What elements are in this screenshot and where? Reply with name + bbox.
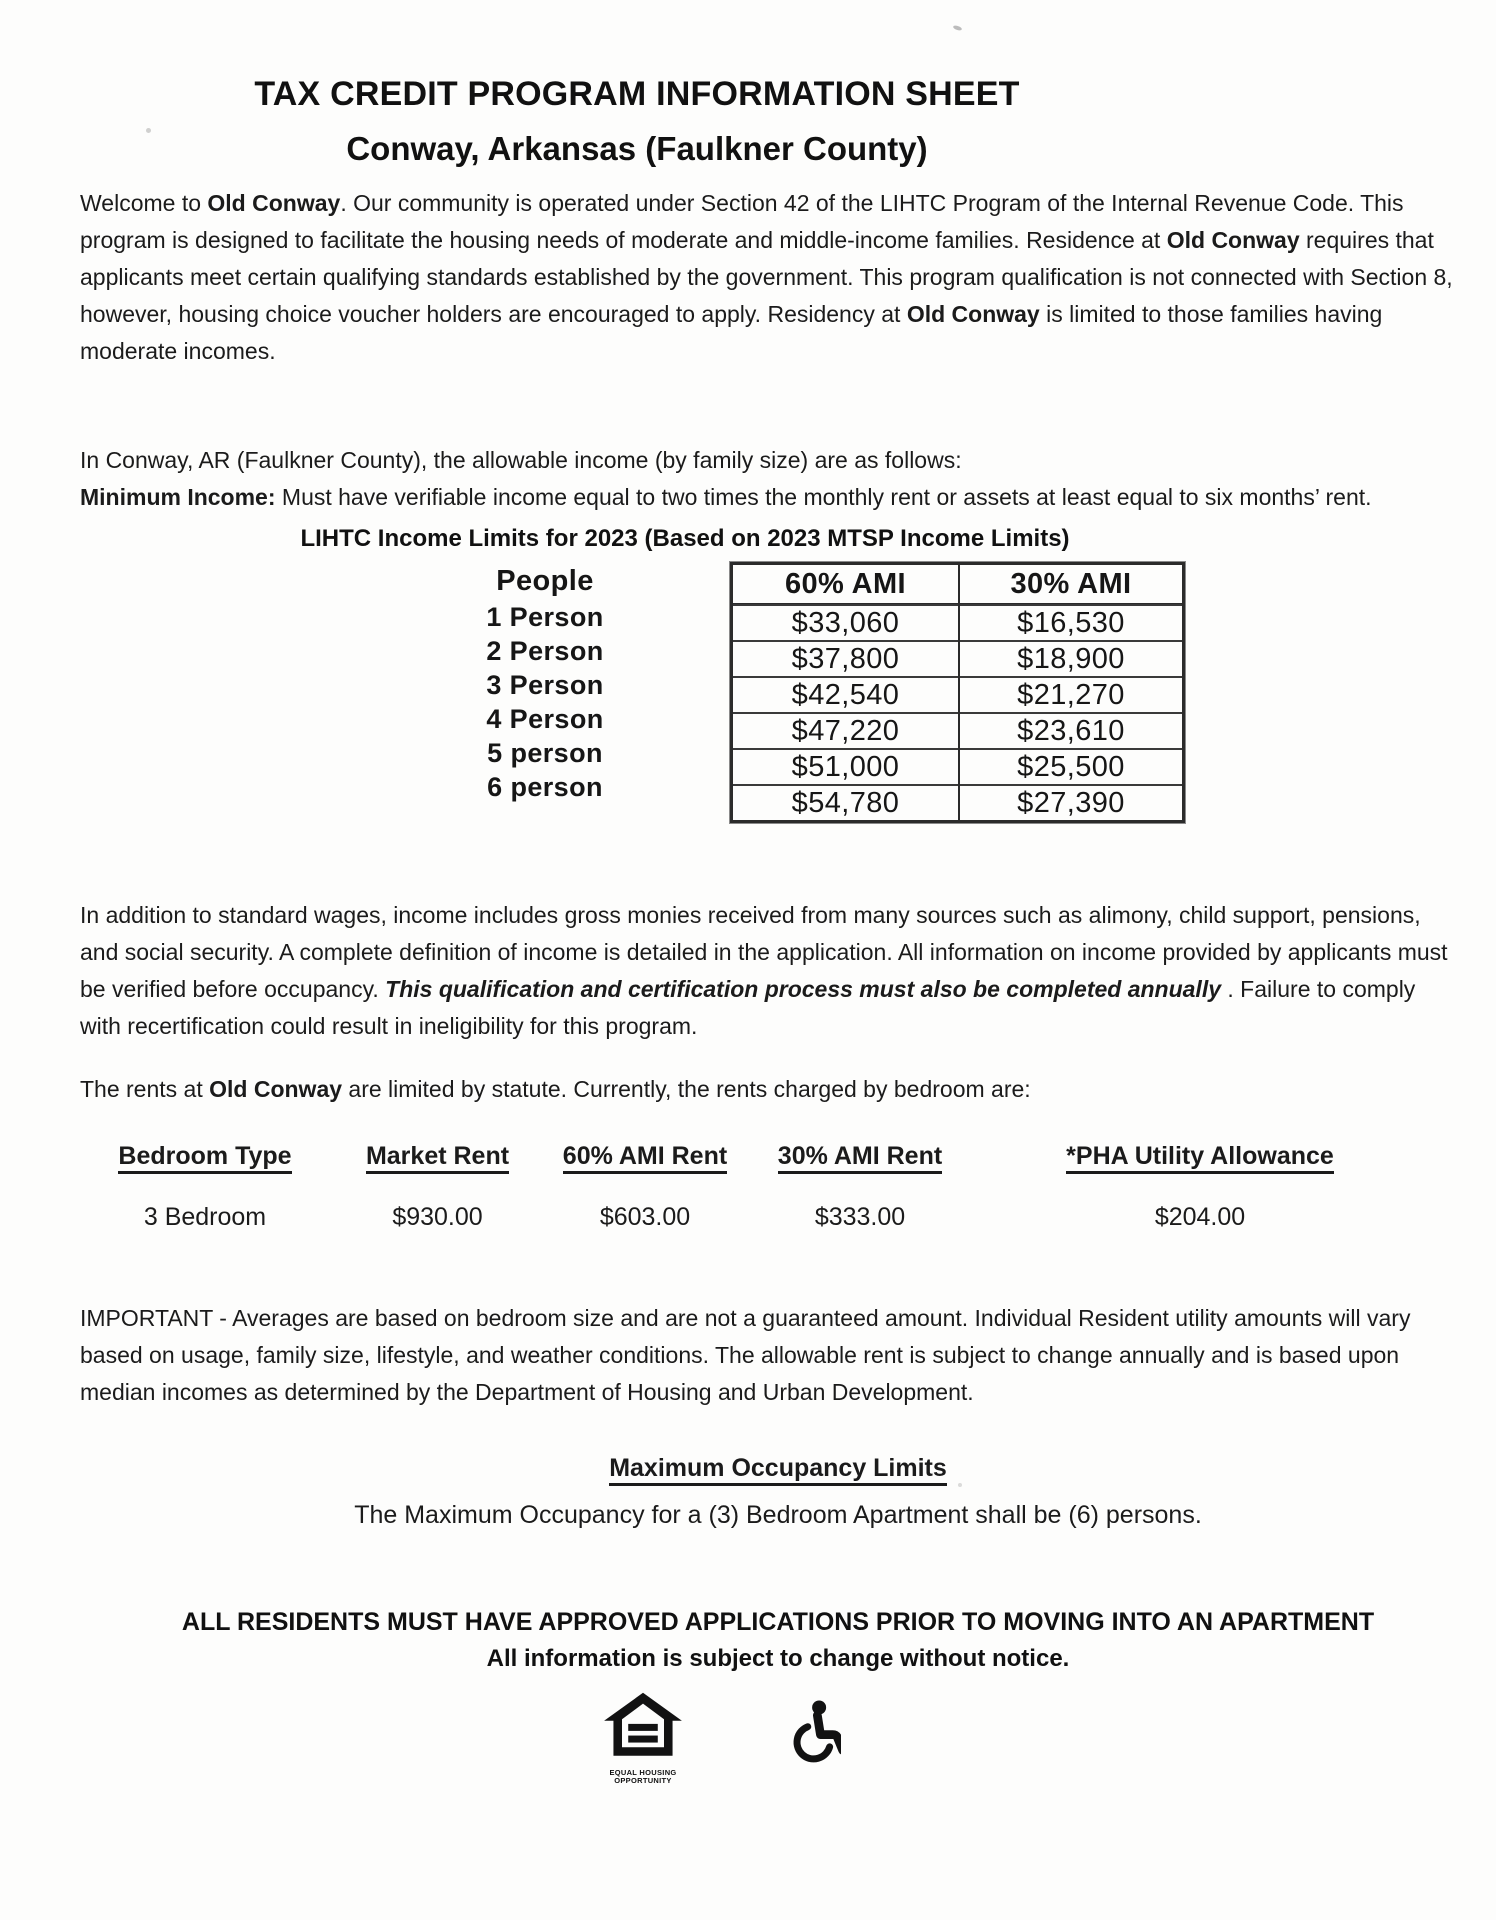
- income-table-30ami-column: [960, 565, 1182, 820]
- scan-speck: [958, 1483, 962, 1487]
- rents-paragraph: The rents at Old Conway are limited by statute. Currently, the rents charged by bedroom are:: [80, 1076, 1031, 1102]
- page-title: TAX CREDIT PROGRAM INFORMATION SHEET: [254, 75, 1020, 113]
- wages-paragraph: In addition to standard wages, income includes gross monies received from many sources such as alimony, child support, pensions, and social security. A complete definition of income is detailed in the application. All information on income provided by applicants must be verified before occupancy. This qualification and certification process must also be completed annually . Failure to comply with recertification could result in ineligibility for this program.: [80, 902, 1448, 1039]
- rent-value-bedroom-type: 3 Bedroom: [143, 1203, 267, 1231]
- rent-header-pha-utility: *PHA Utility Allowance: [975, 1140, 1425, 1172]
- income-note-line2: Minimum Income: Must have verifiable income equal to two times the monthly rent or assets at least equal to six months’ rent.: [80, 484, 1372, 510]
- rent-value-pha-utility: $204.00: [1154, 1203, 1246, 1231]
- table-cell: $25,500: [960, 748, 1182, 784]
- column-header-60ami: 60% AMI: [733, 565, 958, 604]
- table-row-label: 1 Person: [486, 602, 604, 632]
- rent-header-bedroom-type: Bedroom Type: [80, 1140, 330, 1172]
- income-table-box: [730, 562, 1185, 823]
- table-cell: $54,780: [733, 784, 958, 820]
- income-limits-table: [420, 562, 1496, 823]
- table-row-label: 2 Person: [486, 636, 604, 666]
- important-paragraph: IMPORTANT - Averages are based on bedroom size and are not a guaranteed amount. Individual Resident utility amounts will vary based on usage, family size, lifestyle, and weather conditions. The allowable rent is subject to change annually and is based upon median incomes as determined by the Department of Housing and Urban Development.: [80, 1305, 1411, 1405]
- income-table-people-column: [420, 562, 670, 823]
- table-cell: $47,220: [733, 712, 958, 748]
- table-cell: $16,530: [960, 604, 1182, 640]
- equal-housing-house-icon: [604, 1692, 682, 1762]
- change-notice-line: All information is subject to change without notice.: [486, 1645, 1070, 1672]
- rent-value-market-rent: $930.00: [392, 1203, 483, 1231]
- table-row-label: 4 Person: [486, 704, 604, 734]
- rent-table: [80, 1140, 1496, 1232]
- table-row-label: 6 person: [487, 772, 603, 802]
- occupancy-text: The Maximum Occupancy for a (3) Bedroom Apartment shall be (6) persons.: [354, 1501, 1202, 1529]
- table-cell: $37,800: [733, 640, 958, 676]
- rent-table-header-row: [80, 1140, 1496, 1172]
- equal-housing-caption: EQUAL HOUSING OPPORTUNITY: [609, 1768, 677, 1785]
- income-table-title: LIHTC Income Limits for 2023 (Based on 2023 MTSP Income Limits): [300, 525, 1070, 552]
- scan-speck: [146, 128, 151, 133]
- rent-header-60ami-rent: 60% AMI Rent: [545, 1140, 745, 1172]
- equal-housing-logo: [601, 1692, 685, 1785]
- table-cell: $23,610: [960, 712, 1182, 748]
- table-row-label: 5 person: [487, 738, 603, 768]
- table-cell: $51,000: [733, 748, 958, 784]
- rent-header-30ami-rent: 30% AMI Rent: [745, 1140, 975, 1172]
- table-cell: $42,540: [733, 676, 958, 712]
- rent-value-30ami-rent: $333.00: [814, 1203, 906, 1231]
- rent-value-60ami-rent: $603.00: [599, 1203, 691, 1231]
- table-cell: $33,060: [733, 604, 958, 640]
- wheelchair-accessible-icon: [785, 1698, 841, 1771]
- table-cell: $27,390: [960, 784, 1182, 820]
- table-cell: $18,900: [960, 640, 1182, 676]
- intro-paragraph: Welcome to Old Conway. Our community is operated under Section 42 of the LIHTC Program of the Internal Revenue Code. This program is designed to facilitate the housing needs of moderate and middle-income families. Residence at Old Conway requires that applicants meet certain qualifying standards established by the government. This program qualification is not connected with Section 8, however, housing choice voucher holders are encouraged to apply. Residency at Old Conway is limited to those families having moderate incomes.: [80, 190, 1453, 364]
- footer-icons-row: [0, 1692, 1496, 1785]
- table-row-label: 3 Person: [486, 670, 604, 700]
- income-note-paragraph: [80, 442, 1460, 516]
- occupancy-heading: Maximum Occupancy Limits: [0, 1453, 1496, 1484]
- income-note-line1: In Conway, AR (Faulkner County), the allowable income (by family size) are as follows:: [80, 447, 962, 473]
- rent-header-market-rent: Market Rent: [330, 1140, 545, 1172]
- column-header-30ami: 30% AMI: [960, 565, 1182, 604]
- rent-table-value-row: [80, 1202, 1496, 1232]
- income-table-60ami-column: [733, 565, 960, 820]
- approval-notice-line: ALL RESIDENTS MUST HAVE APPROVED APPLICATIONS PRIOR TO MOVING INTO AN APARTMENT: [181, 1608, 1375, 1636]
- column-header-people: People: [496, 565, 594, 597]
- table-cell: $21,270: [960, 676, 1182, 712]
- page-subtitle: Conway, Arkansas (Faulkner County): [346, 130, 928, 167]
